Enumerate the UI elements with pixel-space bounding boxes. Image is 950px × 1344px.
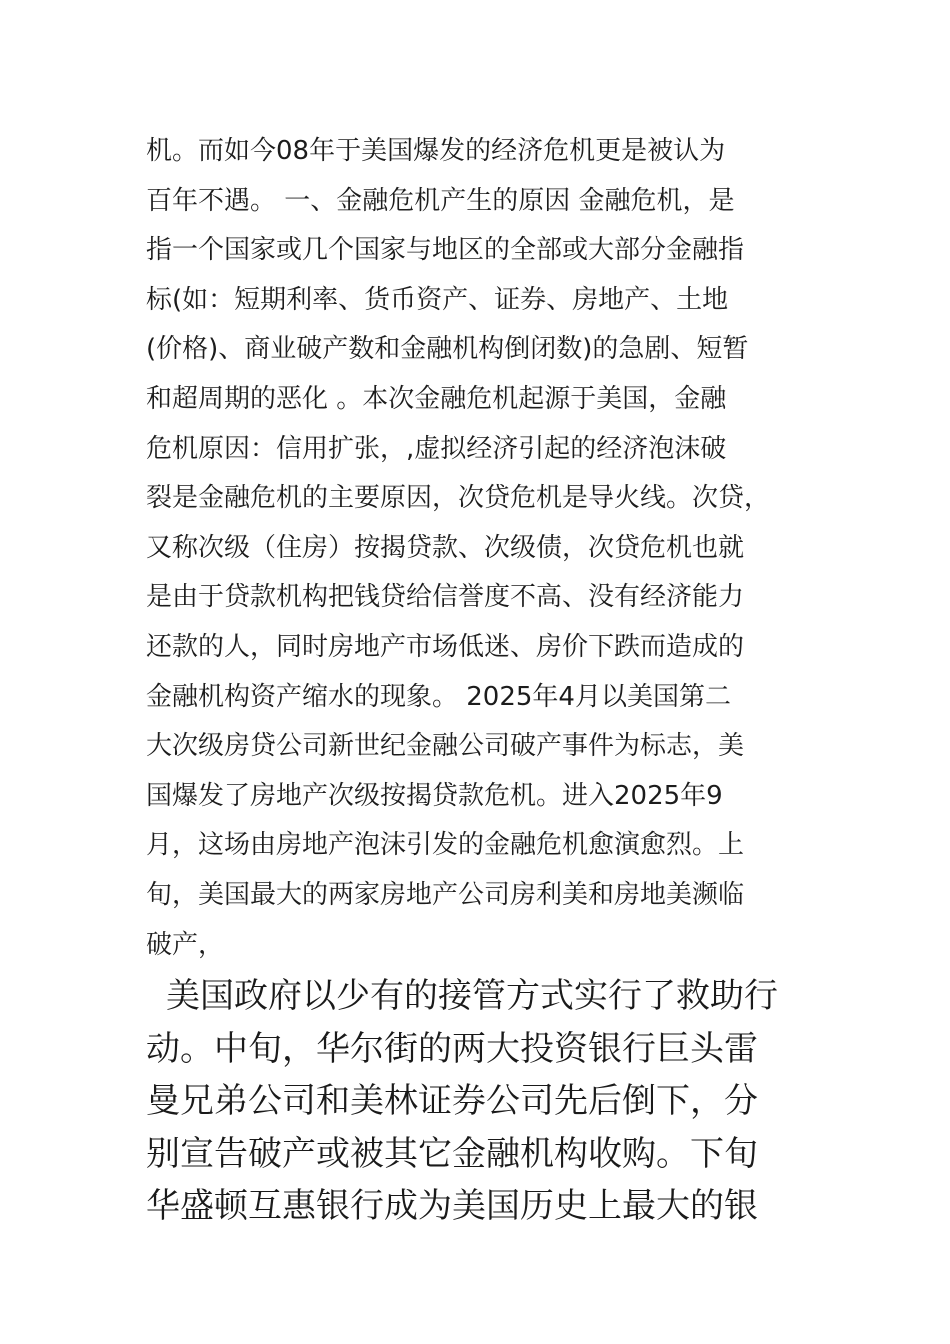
text-line: 标(如：短期利率、货币资产、证券、房地产、土地 [146,284,729,315]
text-line: 华盛顿互惠银行成为美国历史上最大的银 [146,1186,758,1227]
text-line: 国爆发了房地产次级按揭贷款危机。进入2025年9 [146,780,723,811]
text-line: 机。而如今08年于美国爆发的经济危机更是被认为 [146,136,726,166]
text-line: 别宣告破产或被其它金融机构收购。下旬 [146,1133,758,1174]
text-line: 和超周期的恶化 。本次金融危机起源于美国，金融 [146,383,727,414]
text-line: 金融机构资产缩水的现象。 2025年4月以美国第二 [146,681,731,712]
text-line: (价格)、商业破产数和金融机构倒闭数)的急剧、短暂 [146,334,749,365]
text-line: 旬，美国最大的两家房地产公司房利美和房地美濒临 [146,879,745,910]
text-line: 裂是金融危机的主要原因，次贷危机是导火线。次贷， [146,483,771,514]
text-line: 又称次级（住房）按揭贷款、次级债，次贷危机也就 [146,532,745,563]
text-line: 动。中旬，华尔街的两大投资银行巨头雷 [146,1028,758,1069]
text-line: 大次级房贷公司新世纪金融公司破产事件为标志，美 [146,731,745,762]
text-line: 是由于贷款机构把钱贷给信誉度不高、没有经济能力 [146,582,745,613]
paragraph-sans [146,127,816,970]
text-line: 还款的人，同时房地产市场低迷、房价下跌而造成的 [146,631,745,662]
text-line: 月，这场由房地产泡沫引发的金融危机愈演愈烈。上 [146,830,745,861]
paragraph-serif [146,970,816,1233]
text-line: 百年不遇。 一、金融危机产生的原因 金融危机，是 [146,185,735,216]
text-line: 美国政府以少有的接管方式实行了救助行 [166,976,778,1016]
text-line: 曼兄弟公司和美林证券公司先后倒下，分 [146,1081,758,1122]
text-line: 危机原因：信用扩张，,虚拟经济引起的经济泡沫破 [146,433,727,464]
text-line: 指一个国家或几个国家与地区的全部或大部分金融指 [146,235,745,266]
text-line: 破产， [146,929,225,960]
